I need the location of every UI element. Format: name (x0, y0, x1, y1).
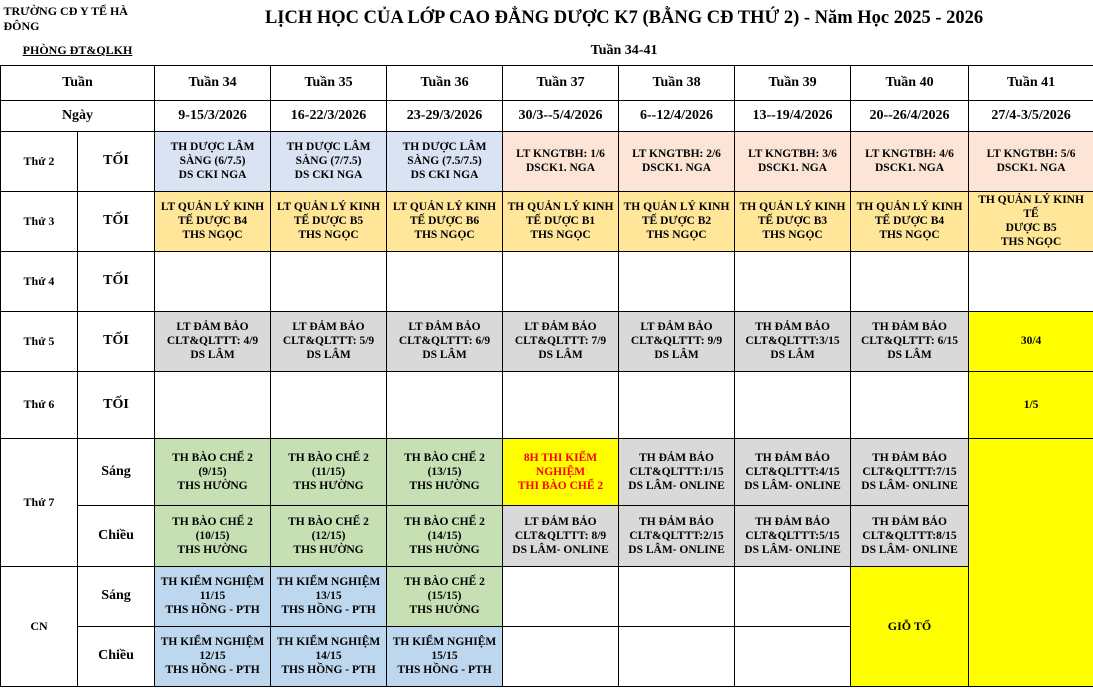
session-label: TỐI (78, 311, 155, 371)
empty-cell (735, 626, 851, 686)
empty-cell (387, 371, 503, 438)
schedule-cell: TH BÀO CHẾ 2 (13/15) THS HƯỜNG (387, 438, 503, 505)
schedule-cell: TH ĐẢM BẢO CLT&QLTTT:3/15 DS LÂM (735, 311, 851, 371)
exam-cell: 8H THI KIỂM NGHIỆM THI BÀO CHẾ 2 (503, 438, 619, 505)
page-subtitle: Tuần 34-41 (155, 37, 1093, 65)
day-label-thursday: Thứ 5 (1, 311, 78, 371)
schedule-cell: LT QUẢN LÝ KINH TẾ DƯỢC B4 THS NGỌC (155, 191, 271, 251)
schedule-cell: LT KNGTBH: 3/6 DSCK1. NGA (735, 131, 851, 191)
empty-cell (155, 371, 271, 438)
date-header: 16-22/3/2026 (271, 100, 387, 131)
schedule-cell: LT KNGTBH: 4/6 DSCK1. NGA (851, 131, 969, 191)
day-label-wednesday: Thứ 4 (1, 251, 78, 311)
row-thursday (1, 311, 1093, 371)
schedule-cell: TH ĐẢM BẢO CLT&QLTTT:4/15 DS LÂM- ONLINE (735, 438, 851, 505)
empty-cell (271, 371, 387, 438)
schedule-cell: LT QUẢN LÝ KINH TẾ DƯỢC B5 THS NGỌC (271, 191, 387, 251)
date-header: 13--19/4/2026 (735, 100, 851, 131)
schedule-cell: LT ĐẢM BẢO CLT&QLTTT: 8/9 DS LÂM- ONLINE (503, 505, 619, 566)
empty-cell (735, 371, 851, 438)
schedule-cell: TH KIỂM NGHIỆM 13/15 THS HỒNG - PTH (271, 566, 387, 626)
schedule-cell: LT KNGTBH: 1/6 DSCK1. NGA (503, 131, 619, 191)
empty-cell (735, 251, 851, 311)
date-label: Ngày (1, 100, 155, 131)
empty-cell (969, 251, 1093, 311)
week-header: Tuần 37 (503, 65, 619, 100)
schedule-cell: LT ĐẢM BẢO CLT&QLTTT: 9/9 DS LÂM (619, 311, 735, 371)
session-label: Sáng (78, 566, 155, 626)
schedule-cell: TH ĐẢM BẢO CLT&QLTTT:7/15 DS LÂM- ONLINE (851, 438, 969, 505)
empty-cell (503, 251, 619, 311)
schedule-cell: TH BÀO CHẾ 2 (12/15) THS HƯỜNG (271, 505, 387, 566)
week-header: Tuần 38 (619, 65, 735, 100)
day-label-tuesday: Thứ 3 (1, 191, 78, 251)
empty-cell (619, 371, 735, 438)
day-label-saturday: Thứ 7 (1, 438, 78, 566)
schedule-cell: TH ĐẢM BẢO CLT&QLTTT:2/15 DS LÂM- ONLINE (619, 505, 735, 566)
schedule-cell: LT ĐẢM BẢO CLT&QLTTT: 6/9 DS LÂM (387, 311, 503, 371)
day-label-friday: Thứ 6 (1, 371, 78, 438)
schedule-cell: TH QUẢN LÝ KINH TẾ DƯỢC B5 THS NGỌC (969, 191, 1093, 251)
session-label: Sáng (78, 438, 155, 505)
session-label: TỐI (78, 251, 155, 311)
schedule-cell: TH KIỂM NGHIỆM 11/15 THS HỒNG - PTH (155, 566, 271, 626)
week-header: Tuần 35 (271, 65, 387, 100)
empty-cell (271, 251, 387, 311)
department-name: PHÒNG ĐT&QLKH (22, 43, 133, 58)
empty-cell (619, 251, 735, 311)
session-label: Chiều (78, 626, 155, 686)
date-header: 6--12/4/2026 (619, 100, 735, 131)
session-label: TỐI (78, 371, 155, 438)
schedule-cell: TH KIỂM NGHIỆM 14/15 THS HỒNG - PTH (271, 626, 387, 686)
week-header: Tuần 41 (969, 65, 1093, 100)
row-sunday-morning (1, 566, 1093, 626)
week-header: Tuần 34 (155, 65, 271, 100)
schedule-cell: TH BÀO CHẾ 2 (14/15) THS HƯỜNG (387, 505, 503, 566)
schedule-cell: TH QUẢN LÝ KINH TẾ DƯỢC B3 THS NGỌC (735, 191, 851, 251)
date-header: 20--26/4/2026 (851, 100, 969, 131)
empty-cell (503, 626, 619, 686)
holiday-block (969, 438, 1093, 686)
schedule-cell: TH QUẢN LÝ KINH TẾ DƯỢC B1 THS NGỌC (503, 191, 619, 251)
page-title: LỊCH HỌC CỦA LỚP CAO ĐẲNG DƯỢC K7 (BẰNG CĐ THỨ 2) - Năm Học 2025 - 2026 (264, 8, 984, 28)
row-wednesday (1, 251, 1093, 311)
holiday-cell: GIỖ TỔ (851, 566, 969, 686)
schedule-cell: TH DƯỢC LÂM SÀNG (7.5/7.5) DS CKI NGA (387, 131, 503, 191)
school-name: TRƯỜNG CĐ Y TẾ HÀ ĐÔNG (3, 3, 128, 33)
schedule-cell: LT ĐẢM BẢO CLT&QLTTT: 4/9 DS LÂM (155, 311, 271, 371)
date-row (1, 100, 1093, 131)
week-label: Tuần (1, 65, 155, 100)
schedule-cell: TH QUẢN LÝ KINH TẾ DƯỢC B2 THS NGỌC (619, 191, 735, 251)
row-saturday-afternoon (1, 505, 1093, 566)
empty-cell (503, 566, 619, 626)
row-monday (1, 131, 1093, 191)
empty-cell (387, 251, 503, 311)
empty-cell (851, 251, 969, 311)
schedule-cell: TH BÀO CHẾ 2 (11/15) THS HƯỜNG (271, 438, 387, 505)
session-label: TỐI (78, 191, 155, 251)
empty-cell (619, 626, 735, 686)
row-tuesday (1, 191, 1093, 251)
empty-cell (851, 371, 969, 438)
holiday-cell: 30/4 (969, 311, 1093, 371)
session-label: Chiều (78, 505, 155, 566)
week-header: Tuần 36 (387, 65, 503, 100)
empty-cell (735, 566, 851, 626)
schedule-cell: TH BÀO CHẾ 2 (9/15) THS HƯỜNG (155, 438, 271, 505)
week-header: Tuần 39 (735, 65, 851, 100)
schedule-cell: TH BÀO CHẾ 2 (15/15) THS HƯỜNG (387, 566, 503, 626)
holiday-cell: 1/5 (969, 371, 1093, 438)
schedule-cell: TH BÀO CHẾ 2 (10/15) THS HƯỜNG (155, 505, 271, 566)
day-label-sunday: CN (1, 566, 78, 686)
schedule-cell: LT ĐẢM BẢO CLT&QLTTT: 5/9 DS LÂM (271, 311, 387, 371)
date-header: 23-29/3/2026 (387, 100, 503, 131)
schedule-cell: TH KIỂM NGHIỆM 12/15 THS HỒNG - PTH (155, 626, 271, 686)
schedule-cell: LT ĐẢM BẢO CLT&QLTTT: 7/9 DS LÂM (503, 311, 619, 371)
empty-cell (619, 566, 735, 626)
schedule-cell: TH KIỂM NGHIỆM 15/15 THS HỒNG - PTH (387, 626, 503, 686)
schedule-cell: LT KNGTBH: 2/6 DSCK1. NGA (619, 131, 735, 191)
empty-cell (503, 371, 619, 438)
empty-cell (155, 251, 271, 311)
schedule-cell: TH ĐẢM BẢO CLT&QLTTT:8/15 DS LÂM- ONLINE (851, 505, 969, 566)
schedule-cell: TH DƯỢC LÂM SÀNG (7/7.5) DS CKI NGA (271, 131, 387, 191)
schedule-cell: TH DƯỢC LÂM SÀNG (6/7.5) DS CKI NGA (155, 131, 271, 191)
date-header: 27/4-3/5/2026 (969, 100, 1093, 131)
row-saturday-morning (1, 438, 1093, 505)
schedule-cell: LT KNGTBH: 5/6 DSCK1. NGA (969, 131, 1093, 191)
schedule-cell: TH ĐẢM BẢO CLT&QLTTT:1/15 DS LÂM- ONLINE (619, 438, 735, 505)
date-header: 9-15/3/2026 (155, 100, 271, 131)
schedule-cell: LT QUẢN LÝ KINH TẾ DƯỢC B6 THS NGỌC (387, 191, 503, 251)
week-header: Tuần 40 (851, 65, 969, 100)
row-friday (1, 371, 1093, 438)
schedule-cell: TH ĐẢM BẢO CLT&QLTTT:5/15 DS LÂM- ONLINE (735, 505, 851, 566)
schedule-cell: TH QUẢN LÝ KINH TẾ DƯỢC B4 THS NGỌC (851, 191, 969, 251)
date-header: 30/3--5/4/2026 (503, 100, 619, 131)
week-row (1, 65, 1093, 100)
day-label-monday: Thứ 2 (1, 131, 78, 191)
session-label: TỐI (78, 131, 155, 191)
schedule-cell: TH ĐẢM BẢO CLT&QLTTT: 6/15 DS LÂM (851, 311, 969, 371)
